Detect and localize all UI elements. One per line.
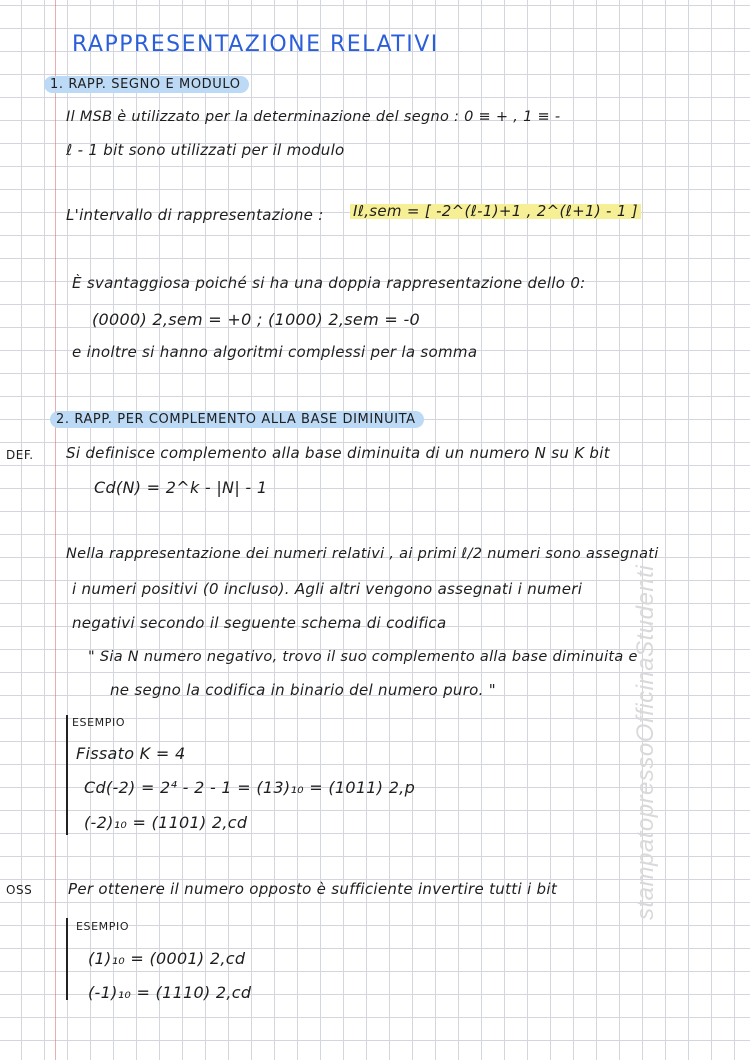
example-1-computation: Cd(-2) = 2⁴ - 2 - 1 = (13)₁₀ = (1011) 2,p bbox=[84, 778, 416, 797]
paragraph-line-3: negativi secondo il seguente schema di codifica bbox=[72, 614, 447, 632]
double-zero-line: È svantaggiosa poiché si ha una doppia rappresentazione dello 0: bbox=[72, 274, 586, 292]
example-1-label: ESEMPIO bbox=[72, 716, 126, 729]
example-2-positive: (1)₁₀ = (0001) 2,cd bbox=[88, 949, 246, 968]
page-title: RAPPRESENTAZIONE RELATIVI bbox=[72, 32, 439, 57]
example-2-bar bbox=[66, 918, 68, 1000]
quote-line-2: ne segno la codifica in binario del numero puro. " bbox=[110, 681, 496, 699]
paragraph-line-2: i numeri positivi (0 incluso). Agli altri vengono assegnati i numeri bbox=[72, 580, 583, 598]
section-1-heading: 1. RAPP. SEGNO E MODULO bbox=[44, 76, 249, 93]
def-label: DEF. bbox=[6, 448, 34, 462]
quote-line-1: " Sia N numero negativo, trovo il suo complemento alla base diminuita e bbox=[88, 649, 638, 665]
definition-formula: Cd(N) = 2^k - |N| - 1 bbox=[94, 478, 268, 497]
complex-sum-line: e inoltre si hanno algoritmi complessi per la somma bbox=[72, 343, 478, 361]
definition-line: Si definisce complemento alla base diminuita di un numero N su K bit bbox=[66, 444, 610, 462]
zero-representations: (0000) 2,sem = +0 ; (1000) 2,sem = -0 bbox=[92, 310, 420, 329]
section-2-heading: 2. RAPP. PER COMPLEMENTO ALLA BASE DIMINUITA bbox=[50, 411, 424, 428]
example-2-negative: (-1)₁₀ = (1110) 2,cd bbox=[88, 983, 252, 1002]
paragraph-line-1: Nella rappresentazione dei numeri relativi , ai primi ℓ/2 numeri sono assegnati bbox=[66, 546, 659, 562]
oss-label: OSS bbox=[6, 883, 33, 897]
modulus-bits-line: ℓ - 1 bit sono utilizzati per il modulo bbox=[66, 141, 345, 159]
watermark: stampatopressoOfficinaStudenti bbox=[632, 564, 659, 920]
example-1-fixed-k: Fissato K = 4 bbox=[76, 744, 186, 763]
interval-formula: Iℓ,sem = [ -2^(ℓ-1)+1 , 2^(ℓ+1) - 1 ] bbox=[350, 204, 641, 219]
example-1-result: (-2)₁₀ = (1101) 2,cd bbox=[84, 813, 248, 832]
interval-label: L'intervallo di rappresentazione : bbox=[66, 206, 324, 224]
example-2-label: ESEMPIO bbox=[76, 920, 130, 933]
example-1-bar bbox=[66, 715, 68, 835]
margin-line bbox=[55, 0, 56, 1060]
oss-line: Per ottenere il numero opposto è sufficiente invertire tutti i bit bbox=[68, 880, 558, 898]
msb-sign-line: Il MSB è utilizzato per la determinazione del segno : 0 ≡ + , 1 ≡ - bbox=[66, 109, 561, 125]
